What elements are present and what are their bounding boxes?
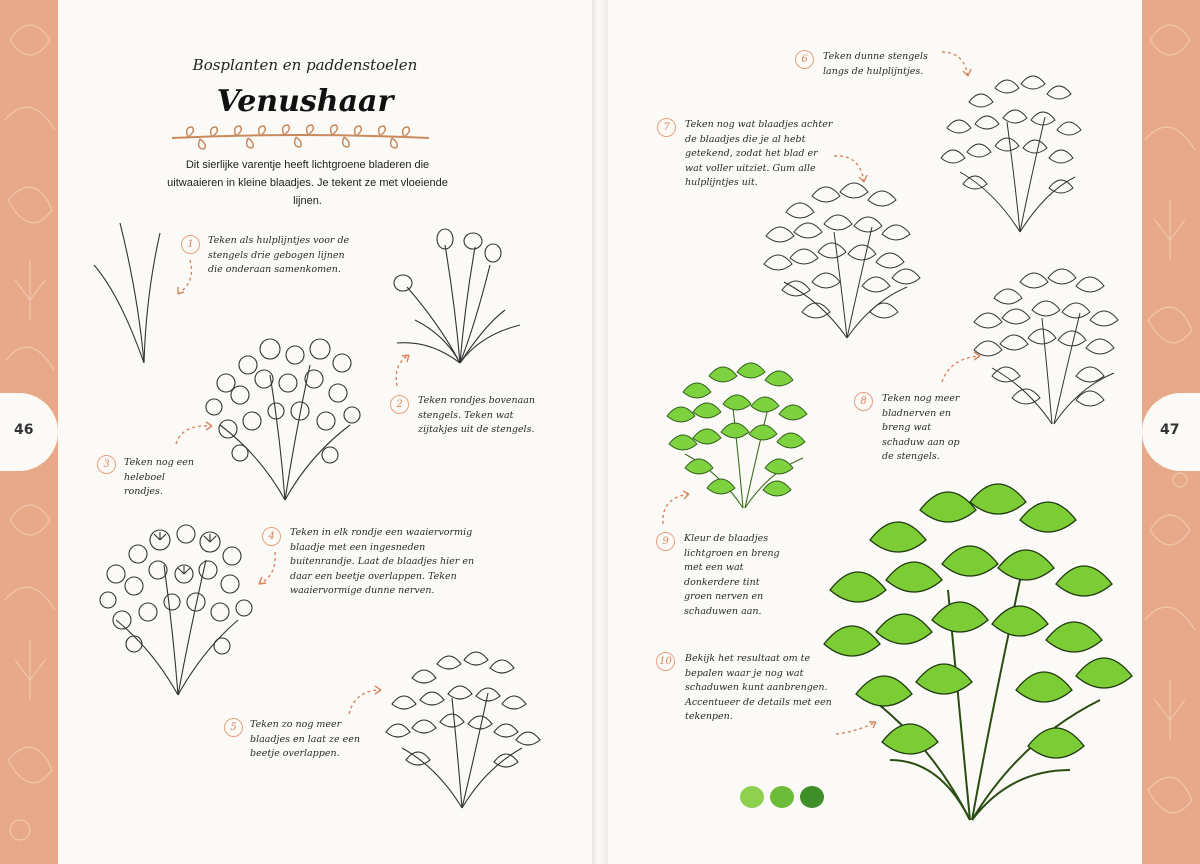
page-title: Venushaar xyxy=(216,84,394,119)
step-5-number: 5 xyxy=(224,718,243,737)
step-7-number: 7 xyxy=(657,118,676,137)
book-gutter xyxy=(592,0,608,864)
swatch-dark-green xyxy=(800,786,824,808)
step8-veins-drawing xyxy=(972,268,1132,428)
vine-divider-icon xyxy=(168,124,433,150)
step-8-number: 8 xyxy=(854,392,873,411)
page-number-left: 46 xyxy=(14,422,34,438)
page-number-right: 47 xyxy=(1160,422,1180,438)
dashed-arrow-icon xyxy=(172,418,216,448)
swatch-light-green xyxy=(740,786,764,808)
step-1-text: Teken als hulplijntjes voor de stengels drie gebogen lijnen die onderaan samenkomen. xyxy=(208,235,350,275)
dashed-arrow-icon xyxy=(391,350,415,390)
step-6-text: Teken dunne stengels langs de hulplijntjes. xyxy=(823,51,928,77)
swatch-mid-green xyxy=(770,786,794,808)
step-1-number: 1 xyxy=(181,235,200,254)
dashed-arrow-icon xyxy=(345,680,385,720)
step-4-text: Teken in elk rondje een waaiervormig blaadje met een ingesneden buitenrandje. Laat de blaadjes hier en daar een beetje overlappen. Teken waaiervormige dunne nerven. xyxy=(290,527,475,596)
dashed-arrow-icon xyxy=(938,350,984,386)
step6-stems-drawing xyxy=(935,72,1085,237)
step-3-number: 3 xyxy=(97,455,116,474)
step-4-number: 4 xyxy=(262,527,281,546)
step10-final-fern-illustration xyxy=(820,480,1135,825)
step-9-number: 9 xyxy=(656,532,675,551)
step-5-text: Teken zo nog meer blaadjes en laat ze een beetje overlappen. xyxy=(250,719,360,759)
step-2-number: 2 xyxy=(390,395,409,414)
dashed-arrow-icon xyxy=(655,488,695,528)
chapter-subtitle: Bosplanten en paddenstoelen xyxy=(192,56,418,74)
intro-paragraph: Dit sierlijke varentje heeft lichtgroene bladeren die uitwaaieren in kleine blaadjes. Je tekent ze met vloeiende lijnen. xyxy=(167,159,448,207)
step2-circles-drawing xyxy=(385,225,535,370)
step-2-text: Teken rondjes bovenaan stengels. Teken wat zijtakjes uit de stengels. xyxy=(418,395,536,435)
step-3-text: Teken nog een heleboel rondjes. xyxy=(124,457,195,497)
step-10-number: 10 xyxy=(656,652,675,671)
step1-guidelines-drawing xyxy=(90,215,170,370)
color-swatches xyxy=(738,782,834,812)
step3-many-circles-drawing xyxy=(200,335,365,505)
step-8-text: Teken nog meer bladnerven en breng wat schaduw aan op de stengels. xyxy=(882,393,960,462)
step4-fan-leaves-drawing xyxy=(98,520,258,700)
step-7-text: Teken nog wat blaadjes achter de blaadjes die je al hebt getekend, zodat het blad er wat voller uitziet. Gum alle hulplijntjes uit. xyxy=(685,119,833,188)
dashed-arrow-icon xyxy=(253,548,283,588)
step5-overlapping-leaves-drawing xyxy=(382,648,542,813)
step-6-number: 6 xyxy=(795,50,814,69)
step7-fuller-leaves-drawing xyxy=(762,182,922,342)
dashed-arrow-icon xyxy=(172,256,202,302)
step-9-text: Kleur de blaadjes lichtgroen en breng met een wat donkerdere tint groen nerven en schaduwen aan. xyxy=(684,533,780,617)
step-10-text: Bekijk het resultaat om te bepalen waar je nog wat schaduwen kunt aanbrengen. Accentueer de details met een tekenpen. xyxy=(685,653,832,722)
dashed-arrow-icon xyxy=(832,716,882,740)
